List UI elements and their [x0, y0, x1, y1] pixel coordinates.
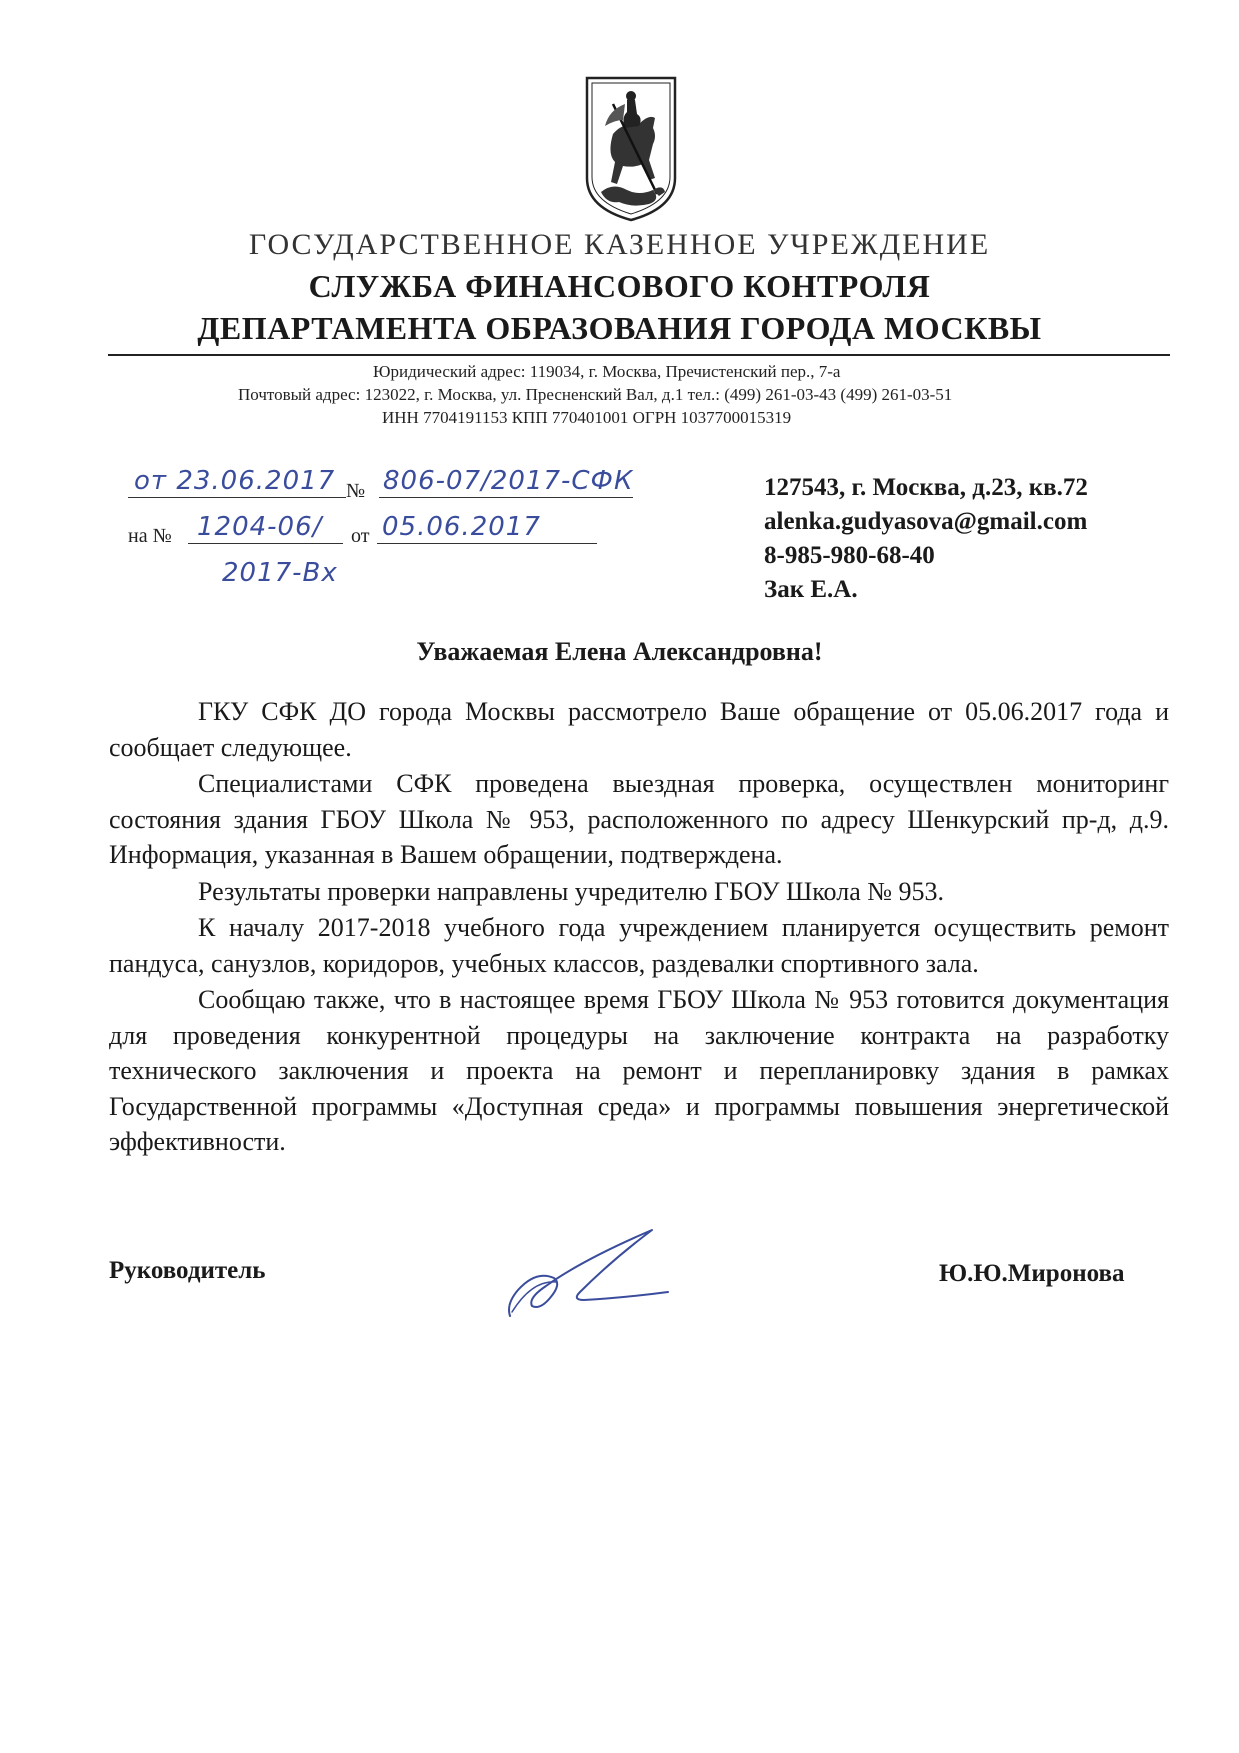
moscow-coat-of-arms-icon	[583, 74, 679, 222]
outgoing-date-handwritten	[134, 466, 335, 496]
salutation: Уважаемая Елена Александровна!	[416, 637, 823, 666]
org-name-line-1: СЛУЖБА ФИНАНСОВОГО КОНТРОЛЯ	[308, 268, 931, 304]
recipient-email: alenka.gudyasova@gmail.com	[764, 508, 1088, 535]
recipient-address: 127543, г. Москва, д.23, кв.72	[764, 474, 1088, 501]
incoming-number-line	[188, 543, 343, 544]
body-paragraph: Результаты проверки направлены учредителю ГБОУ Школа № 953.	[198, 876, 945, 906]
body-paragraph: Специалистами СФК проведена выездная проверка, осуществлен мониторинг состояния здания ГБОУ Школа № 953, расположенного по адресу Шенкурский пр-д, д.9. Информация, указанная в Вашем обращении, подтверждена.	[109, 769, 1169, 869]
incoming-date-label: от	[351, 525, 370, 547]
body-paragraph: К началу 2017-2018 учебного года учреждением планируется осуществить ремонт пандуса, санузлов, коридоров, учебных классов, раздевалки спортивного зала.	[109, 913, 1169, 978]
body-paragraph: Сообщаю также, что в настоящее время ГБОУ Школа № 953 готовится документация для проведения конкурентной процедуры на заключение контракта на разработку технического заключения и проекта на ремонт и перепланировку здания в рамках Государственной программы «Доступная среда» и программы повышения энергетической эффективности.	[109, 985, 1169, 1156]
signatory-name: Ю.Ю.Миронова	[939, 1260, 1125, 1287]
signatory-position: Руководитель	[109, 1257, 266, 1284]
outgoing-date-line	[128, 497, 346, 498]
recipient-name: Зак Е.А.	[764, 576, 858, 603]
letter-body	[109, 694, 1169, 1161]
header-divider	[108, 354, 1170, 356]
postal-address: Почтовый адрес: 123022, г. Москва, ул. Пресненский Вал, д.1 тел.: (499) 261-03-43 (499) 261-03-51	[238, 385, 953, 404]
incoming-number-handwritten: 1204-06/	[197, 512, 323, 542]
outgoing-number-line	[379, 497, 633, 498]
incoming-date-handwritten: 05.06.2017	[382, 512, 541, 542]
org-type: ГОСУДАРСТВЕННОЕ КАЗЕННОЕ УЧРЕЖДЕНИЕ	[248, 228, 991, 261]
incoming-number-suffix-handwritten: 2017-Вх	[222, 558, 338, 588]
outgoing-number-label: №	[346, 480, 366, 502]
incoming-date-line	[377, 543, 597, 544]
legal-address: Юридический адрес: 119034, г. Москва, Пречистенский пер., 7-а	[373, 362, 841, 381]
requisites: ИНН 7704191153 КПП 770401001 ОГРН 1037700015319	[382, 408, 792, 427]
outgoing-date-value: 23.06.2017	[176, 466, 336, 496]
body-paragraph: ГКУ СФК ДО города Москвы рассмотрело Ваше обращение от 05.06.2017 года и сообщает следующее.	[109, 697, 1169, 762]
handwritten-signature-icon	[502, 1220, 672, 1325]
recipient-phone: 8-985-980-68-40	[764, 542, 935, 569]
org-name-line-2: ДЕПАРТАМЕНТА ОБРАЗОВАНИЯ ГОРОДА МОСКВЫ	[197, 310, 1042, 346]
incoming-number-label: на №	[128, 525, 172, 547]
outgoing-date-prefix: от	[134, 466, 168, 496]
outgoing-number-handwritten: 806-07/2017-СФК	[383, 466, 634, 496]
